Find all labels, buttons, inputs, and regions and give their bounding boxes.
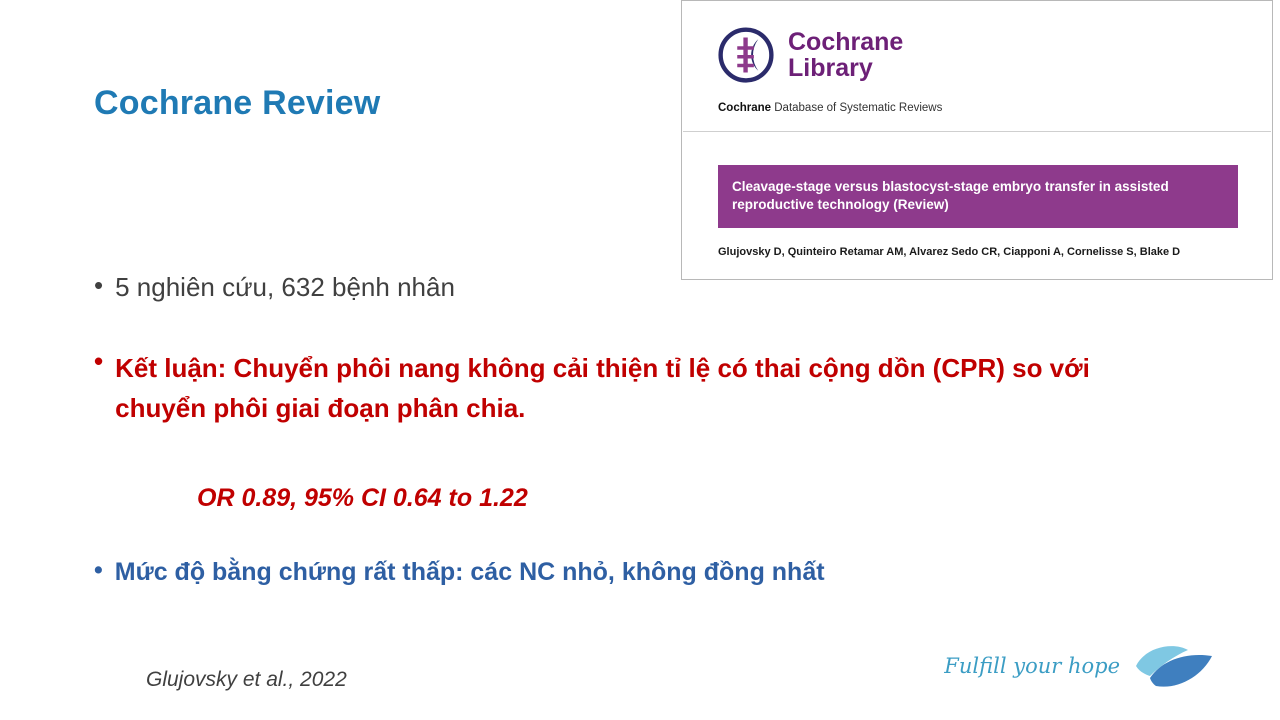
bullet-marker-icon: •	[94, 270, 104, 300]
wordmark-line-1: Cochrane	[788, 28, 904, 56]
wordmark-line-2: Library	[788, 54, 873, 82]
bullet-marker-icon: •	[94, 346, 104, 376]
brand-tagline: Fulfill your hope	[944, 654, 1120, 678]
bullet-conclusion-text: Kết luận: Chuyển phôi nang không cải thiện tỉ lệ có thai cộng dồn (CPR) so với chuyển phôi giai đoạn phân chia.	[115, 353, 1090, 424]
page-title: Cochrane Review	[94, 84, 381, 122]
cover-subtitle	[718, 102, 942, 114]
cochrane-branding	[718, 27, 903, 83]
bullet-conclusion	[94, 348, 1144, 429]
bullet-evidence-quality-text: Mức độ bằng chứng rất thấp: các NC nhỏ, không đồng nhất	[114, 558, 825, 586]
cover-divider	[683, 131, 1271, 132]
cover-authors: Glujovsky D, Quinteiro Retamar AM, Alvarez Sedo CR, Ciapponi A, Cornelisse S, Blake D	[718, 246, 1181, 258]
bullet-evidence-quality	[94, 558, 825, 587]
cochrane-wordmark	[788, 29, 903, 81]
bullet-marker-icon: •	[94, 556, 103, 584]
bullet-study-count	[94, 272, 455, 303]
cochrane-cover-image	[681, 0, 1273, 280]
bullet-study-count-text: 5 nghiên cứu, 632 bệnh nhân	[115, 272, 455, 302]
cover-subtitle-rest: Database of Systematic Reviews	[771, 102, 943, 114]
cochrane-logo-icon	[718, 27, 774, 83]
odds-ratio-statistic: OR 0.89, 95% CI 0.64 to 1.22	[197, 484, 528, 512]
citation: Glujovsky et al., 2022	[146, 668, 347, 691]
footer-brand	[944, 640, 1218, 692]
cover-subtitle-bold: Cochrane	[718, 102, 772, 114]
leaf-logo-icon	[1132, 640, 1218, 692]
cover-banner-title: Cleavage-stage versus blastocyst-stage embryo transfer in assisted reproductive technology (Review)	[718, 165, 1238, 228]
